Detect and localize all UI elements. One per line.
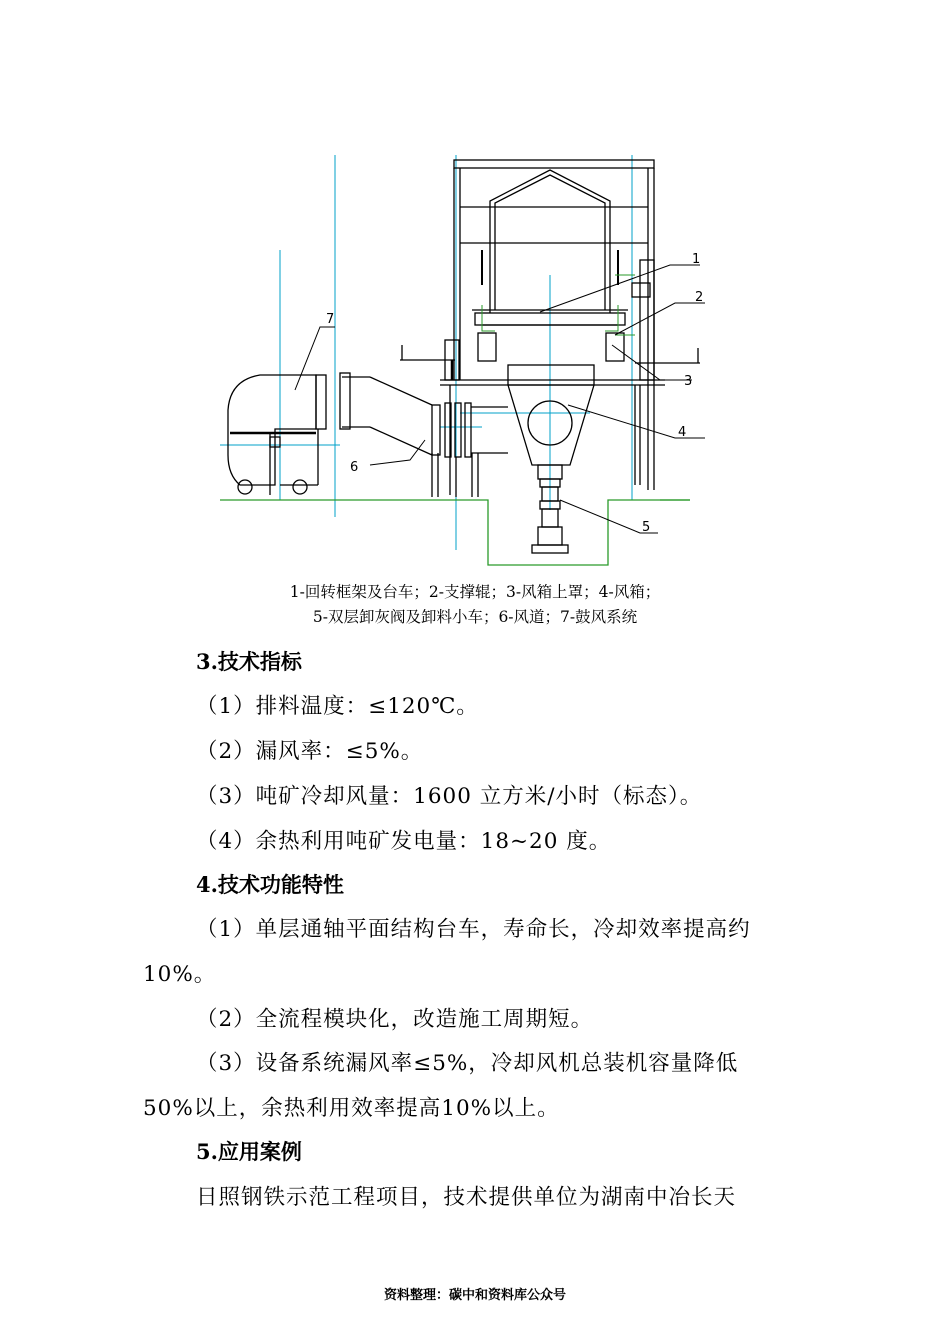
equipment-diagram xyxy=(220,155,720,575)
feature-item-1-line2: 10%。 xyxy=(143,962,217,987)
section-5-heading: 5.应用案例 xyxy=(196,1139,302,1164)
spec-item-2: （2）漏风率：≤5%。 xyxy=(196,739,424,764)
diagram-centerlines xyxy=(220,155,632,550)
callout-labels xyxy=(326,252,703,535)
callout-2: 2 xyxy=(695,290,704,305)
spec-item-1: （1）排料温度：≤120℃。 xyxy=(196,694,479,719)
wind-box xyxy=(508,365,594,479)
callout-5: 5 xyxy=(642,520,651,535)
callout-leaders xyxy=(295,265,705,533)
case-line-1: 日照钢铁示范工程项目，技术提供单位为湖南中冶长天 xyxy=(196,1185,737,1210)
feature-item-1-line1: （1）单层通轴平面结构台车，寿命长，冷却效率提高约 xyxy=(196,917,751,942)
callout-4: 4 xyxy=(678,425,687,440)
page-footer: 资料整理：碳中和资料库公众号 xyxy=(383,1288,566,1303)
section-3-heading: 3.技术指标 xyxy=(196,649,302,674)
spec-item-4: （4）余热利用吨矿发电量：18~20 度。 xyxy=(196,829,612,854)
ground-line xyxy=(220,500,690,565)
spec-item-3: （3）吨矿冷却风量：1600 立方米/小时（标态）。 xyxy=(196,784,703,809)
callout-3: 3 xyxy=(684,374,693,389)
air-duct xyxy=(316,373,508,497)
callout-7: 7 xyxy=(326,312,335,327)
figure-caption-line1: 1-回转框架及台车；2-支撑辊；3-风箱上罩；4-风箱； xyxy=(289,583,661,601)
feature-item-3-line2: 50%以上，余热利用效率提高10%以上。 xyxy=(143,1096,560,1121)
section-4-heading: 4.技术功能特性 xyxy=(196,872,344,897)
figure-caption-line2: 5-双层卸灰阀及卸料小车；6-风道；7-鼓风系统 xyxy=(312,608,638,626)
feature-item-2: （2）全流程模块化，改造施工周期短。 xyxy=(196,1007,594,1032)
feature-item-3-line1: （3）设备系统漏风率≤5%，冷却风机总装机容量降低 xyxy=(196,1051,739,1076)
blower-system xyxy=(228,375,318,495)
callout-1: 1 xyxy=(692,252,701,267)
callout-6: 6 xyxy=(350,460,359,475)
